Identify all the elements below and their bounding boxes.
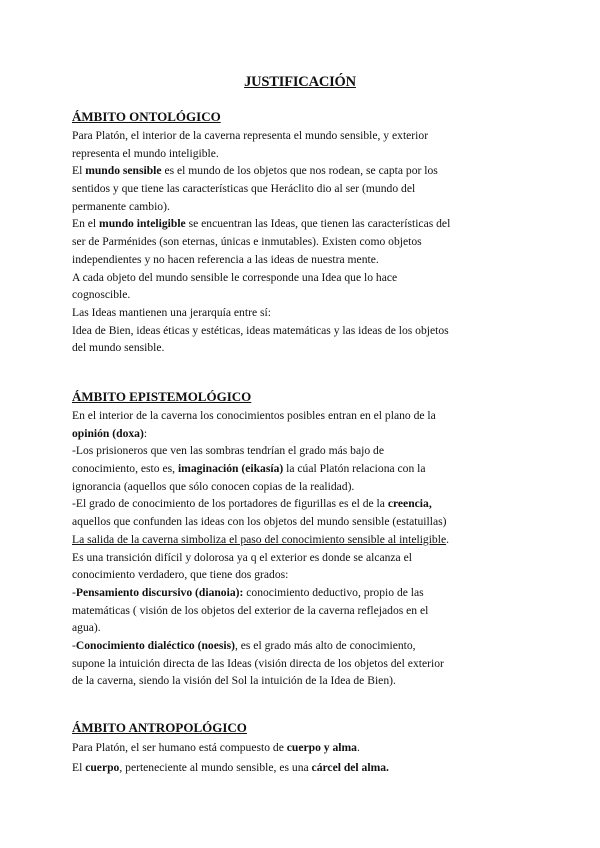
text-line [72,584,534,602]
bold-term: cárcel del alma. [311,761,389,774]
text-run: representa el mundo inteligible. [72,146,219,160]
bold-term: cuerpo [85,761,120,774]
section-heading: ÁMBITO ANTROPOLÓGICO [72,720,247,735]
text-run: Para Platón, el ser humano está compuesto de [72,741,287,754]
text-run: conocimiento verdadero, que tiene dos grados: [72,568,289,582]
text-run: conocimiento, esto es, [72,462,178,476]
text-run: : [143,426,148,440]
text-line [72,269,534,287]
text-line [72,286,534,304]
text-run: A cada objeto del mundo sensible le corresponde una Idea que lo hace [72,270,398,284]
text-line [72,251,534,269]
text-line [72,145,534,163]
text-line [72,758,534,778]
text-run: del mundo sensible. [72,341,165,355]
text-run: matemáticas ( visión de los objetos del exterior de la caverna reflejados en el [72,603,429,617]
text-run: aquellos que confunden las ideas con los objetos del mundo sensible (estatuillas) [72,515,447,529]
text-line [72,738,534,758]
bold-term: cuerpo y alma [286,741,357,754]
text-run: permanente cambio). [72,199,170,213]
text-run: ignorancia (aquellos que sólo conocen copias de la realidad). [72,479,355,493]
page-title: JUSTIFICACIÓN [244,74,356,90]
text-run: Idea de Bien, ideas éticas y estéticas, ideas matemáticas y las ideas de los objetos [72,323,449,337]
text-run: la cúal Platón relaciona con la [283,462,426,476]
text-line [72,478,534,496]
section-body [72,127,534,357]
text-run: independientes y no hacen referencia a las ideas de nuestra mente. [72,252,379,266]
bold-term: Pensamiento discursivo (dianoia): [75,585,244,599]
section-epistemologico [72,386,534,690]
text-run: Es una transición difícil y dolorosa ya q el exterior es donde se alcanza el [72,550,412,564]
section-antropologico [72,717,534,778]
text-run: -Los prisioneros que ven las sombras tendrían el grado más bajo de [72,444,384,458]
text-run: - [72,638,76,652]
section-body [72,407,534,690]
text-line [72,425,534,443]
text-run: La salida de la caverna simboliza el paso del conocimiento sensible al inteligible [72,532,447,546]
text-line [72,513,534,531]
text-line [72,602,534,620]
text-line [72,233,534,251]
section-heading: ÁMBITO EPISTEMOLÓGICO [72,389,252,404]
text-run: . [356,741,360,754]
text-line [72,127,534,145]
text-line [72,180,534,198]
text-line [72,549,534,567]
text-line [72,162,534,180]
text-run: - [72,585,76,599]
text-run: se encuentran las Ideas, que tienen las características del [185,217,451,231]
text-line [72,304,534,322]
text-run: En el interior de la caverna los conocimientos posibles entran en el plano de la [72,409,436,422]
text-run: , perteneciente al mundo sensible, es una [119,761,312,774]
text-run: El [72,761,86,774]
section-ontologico [72,106,534,357]
text-line [72,215,534,233]
text-run: Para Platón, el interior de la caverna representa el mundo sensible, y exterior [72,129,429,142]
text-line [72,566,534,584]
text-run: , es el grado más alto de conocimiento, [234,638,416,652]
text-run: cognoscible. [72,288,131,302]
text-run: -El grado de conocimiento de los portadores de figurillas es el de la [72,497,388,511]
section-heading: ÁMBITO ONTOLÓGICO [72,109,221,124]
bold-term: mundo inteligible [99,217,186,231]
text-run: Las Ideas mantienen una jerarquía entre sí: [72,305,271,319]
text-line [72,442,534,460]
text-line [72,460,534,478]
text-run: ser de Parménides (son eternas, únicas e inmutables). Existen como objetos [72,235,422,249]
text-line [72,322,534,340]
section-body [72,738,534,778]
text-run: . [446,532,449,546]
text-run: En el [72,217,100,231]
text-run: agua). [72,621,101,635]
bold-term: mundo sensible [85,164,162,178]
bold-term: creencia, [387,497,432,511]
text-run: conocimiento deductivo, propio de las [243,585,424,599]
text-run: El [72,164,86,178]
bold-term: imaginación (eikasía) [177,462,284,476]
text-line [72,495,534,513]
text-run: sentidos y que tiene las características que Heráclito dio al ser (mundo del [72,182,416,196]
text-line [72,339,534,357]
text-line [72,407,534,425]
text-run: supone la intuición directa de las Ideas (visión directa de los objetos del exterior [72,656,444,670]
text-line [72,672,534,690]
text-line [72,198,534,216]
text-run: de la caverna, siendo la visión del Sol la intuición de la Idea de Bien). [72,674,396,688]
text-line [72,619,534,637]
bold-term: Conocimiento dialéctico (noesis) [75,638,235,652]
text-line [72,637,534,655]
text-line [72,531,534,549]
bold-term: opinión (doxa) [72,426,144,440]
text-run: es el mundo de los objetos que nos rodean, se capta por los [161,164,438,178]
text-line [72,655,534,673]
